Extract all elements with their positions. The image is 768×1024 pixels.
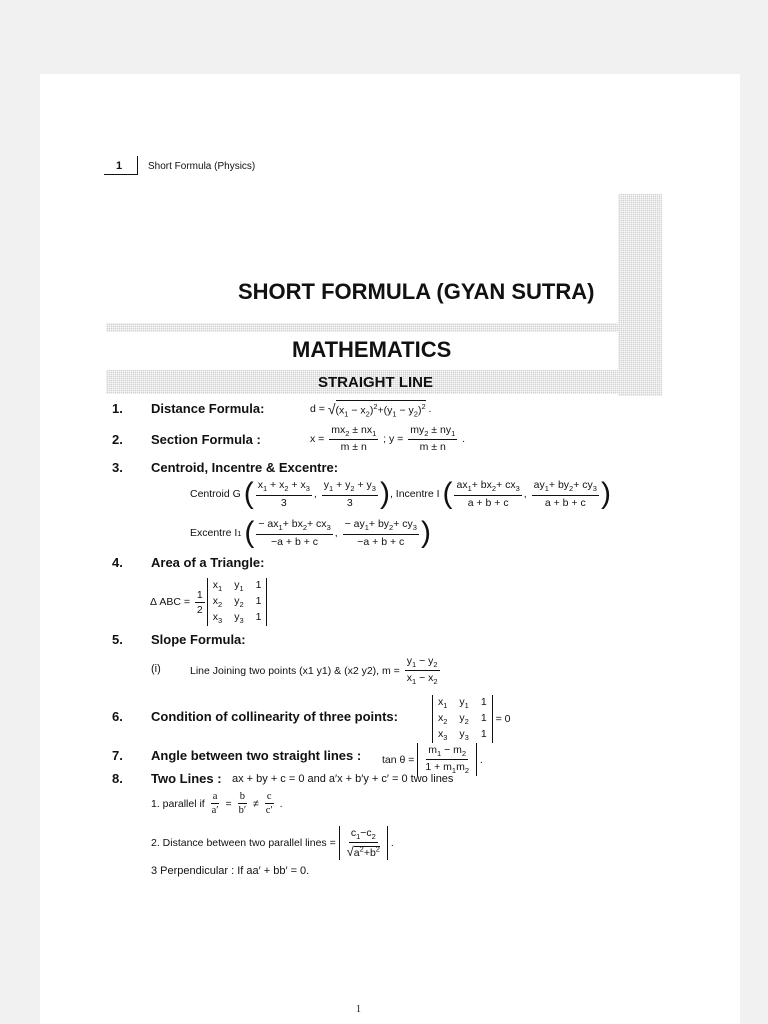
- item-heading: Condition of collinearity of three points:: [151, 709, 398, 724]
- item-number: 6.: [112, 709, 123, 724]
- perpendicular-condition: 3 Perpendicular : If aa′ + bb′ = 0.: [151, 865, 310, 877]
- slope-sub-label: (i): [151, 663, 161, 675]
- centroid-label: Centroid G: [190, 488, 241, 500]
- item-number: 5.: [112, 632, 123, 647]
- item-heading: Section Formula :: [151, 432, 261, 447]
- header-page-number: 1: [116, 160, 123, 172]
- item-number: 3.: [112, 460, 123, 475]
- parallel-condition: 1. parallel if $\frac{a}{a'}$ = $\frac{b}{b'}$ ≠ $\frac{c}{c'}$ .: [151, 791, 283, 816]
- header-divider-vertical: [137, 156, 138, 175]
- parallel-distance: 2. Distance between two parallel lines = $\frac{c_1-c_2}{√a^2+b^2}$ .: [151, 827, 394, 860]
- item-heading: Centroid, Incentre & Excentre:: [151, 460, 339, 475]
- item-number: 4.: [112, 555, 123, 570]
- item-heading: Area of a Triangle:: [151, 555, 265, 570]
- header-running-title: Short Formula (Physics): [148, 161, 256, 172]
- item-heading: Slope Formula:: [151, 632, 246, 647]
- section-title: STRAIGHT LINE: [318, 374, 433, 391]
- centroid-incentre-formula: Centroid G ( $\frac{x_1 + x_2 + x_3}{3}$ , $\frac{y_1 + y_2 + y_3}{3}$ ) , Incentre I ( $\frac{ax_1+ bx_2+ cx_3}{a + b + c}$ , $\frac{ay_1+ by_2+ cy_3}{a + b + c}$ ): [190, 477, 611, 510]
- footer-page-number: 1: [356, 1004, 361, 1015]
- item-heading: Distance Formula:: [151, 401, 265, 416]
- two-lines-intro: ax + by + c = 0 and a′x + b′y + c′ = 0 two lines: [232, 773, 454, 785]
- incentre-label: , Incentre I: [389, 488, 440, 500]
- excentre-formula: Excentre I 1 ( $\frac{- ax_1+ bx_2+ cx_3}{-a + b + c}$ , $\frac{- ay_1+ by_2+ cy_3}{-a + b + c}$ ): [190, 516, 431, 549]
- collinearity-formula: $x_1$ $y_1$ 1 $x_2$ $y_2$ 1 $x_3$ $y_3$ 1 = 0: [432, 695, 511, 743]
- title-side-decoration: [618, 204, 662, 396]
- title-band-decoration: [106, 323, 620, 332]
- angle-formula: tan θ = $\frac{m_1 - m_2}{1 + m_1m_2}$ .: [382, 744, 483, 776]
- parallel-label: 1. parallel if: [151, 797, 205, 810]
- header-divider: [104, 174, 138, 175]
- parallel-distance-label: 2. Distance between two parallel lines =: [151, 837, 336, 850]
- item-number: 8.: [112, 771, 123, 786]
- slope-formula: Line Joining two points (x1 y1) & (x2 y2), m = $\frac{y_1 - y_2}{x_1 - x_2}$: [190, 655, 438, 687]
- triangle-area-formula: Δ ABC = $\frac{1}{2}$ $x_1$ $y_1$ 1 $x_2$ $y_2$ 1 $x_3$ $y_3$ 1: [150, 578, 267, 626]
- item-number: 1.: [112, 401, 123, 416]
- section-formula: x = $\frac{mx_2 \pm nx_1}{m \pm n}$ ; y = $\frac{my_2 \pm ny_1}{m \pm n}$ .: [310, 424, 466, 454]
- item-heading: Angle between two straight lines :: [151, 748, 362, 763]
- item-number: 7.: [112, 748, 123, 763]
- document-title: SHORT FORMULA (GYAN SUTRA): [238, 279, 595, 304]
- slope-description: Line Joining two points (x1 y1) & (x2 y2), m =: [190, 664, 400, 677]
- subject-title: MATHEMATICS: [292, 337, 452, 362]
- item-heading: Two Lines :: [151, 771, 222, 786]
- item-number: 2.: [112, 432, 123, 447]
- distance-formula: d = √ $(x_1 - x_2)^2+(y_1 - y_2)^2$ .: [310, 401, 432, 419]
